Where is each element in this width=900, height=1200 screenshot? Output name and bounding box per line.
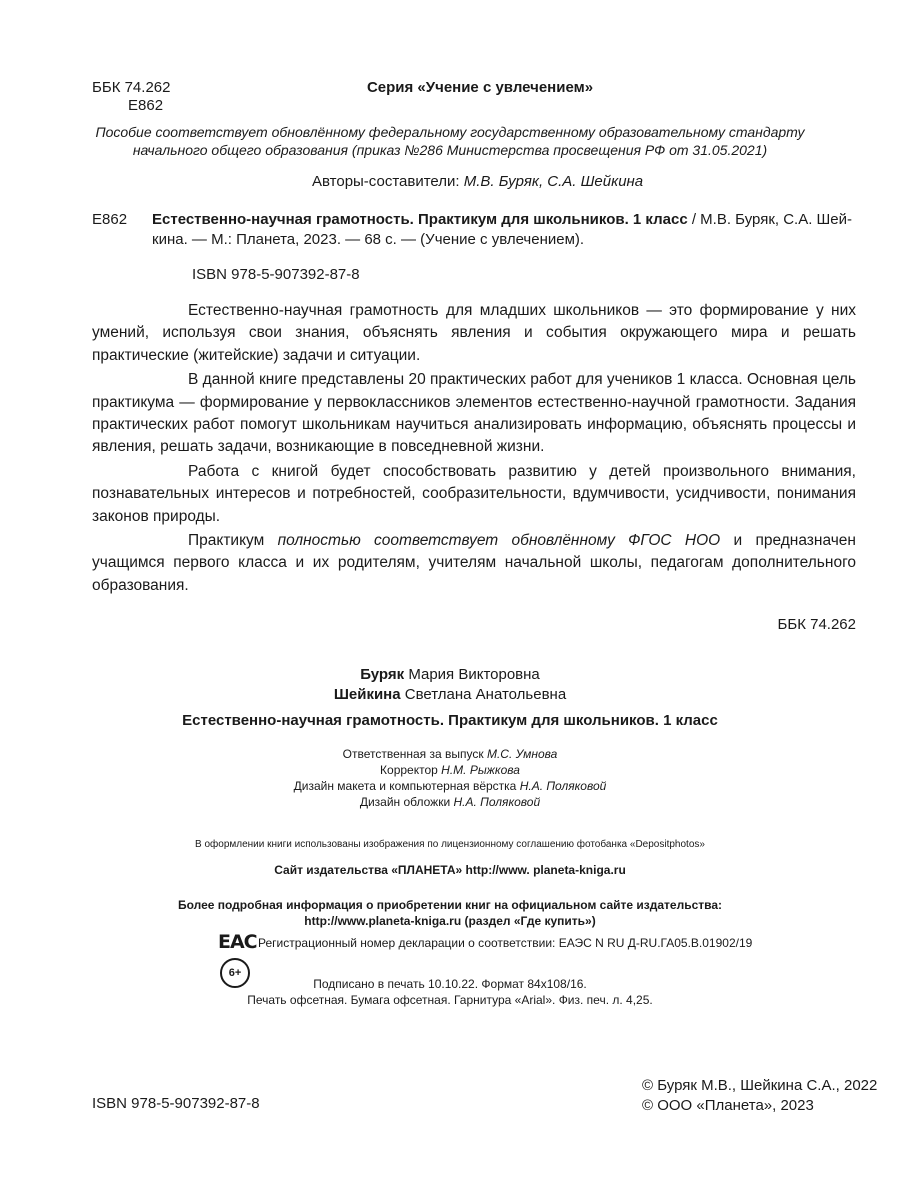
abstract-paragraph-2: В данной книге представлены 20 практических работ для учеников 1 класса. Основная цель практикума — формирование у первоклассников элементов естественно-научной грамотности. Задания практических работ помогут школьникам научиться анализировать информацию, объяснять процессы и явления, решать задачи, возникающие в повседневной жизни.	[92, 371, 856, 456]
bibliographic-line1	[152, 210, 857, 230]
credit-2: Корректор Н.М. Рыжкова	[380, 763, 520, 777]
copyright-line1: © Буряк М.В., Шейкина С.А., 2022	[642, 1077, 878, 1094]
standard-note-line1: Пособие соответствует обновлённому федеральному государственному образовательному стандарту	[95, 124, 805, 140]
standard-note-line2: начального общего образования (приказ №286 Министерства просвещения РФ от 31.05.2021)	[132, 142, 768, 158]
purchase-info-line2: http://www.planeta-kniga.ru (раздел «Где купить»)	[304, 914, 596, 928]
publisher-site: Сайт издательства «ПЛАНЕТА» http://www. planeta-kniga.ru	[274, 863, 626, 877]
copyright-line2: © ООО «Планета», 2023	[642, 1097, 814, 1114]
print-info	[150, 976, 750, 1008]
author-1: Буряк Мария Викторовна	[360, 666, 540, 683]
bbk-code: ББК 74.262	[92, 79, 171, 96]
isbn-top: ISBN 978-5-907392-87-8	[192, 266, 360, 283]
bbk-bottom: ББК 74.262	[777, 616, 856, 633]
image-note: В оформлении книги использованы изображения по лицензионному соглашению фотобанка «Depositphotos»	[195, 839, 705, 850]
abstract	[92, 300, 856, 597]
series-title: Серия «Учение с увлечением»	[366, 79, 594, 96]
credit-1: Ответственная за выпуск М.С. Умнова	[342, 747, 558, 761]
credit-4: Дизайн обложки Н.А. Поляковой	[359, 795, 541, 809]
compilers	[312, 172, 643, 192]
print-info-line2: Печать офсетная. Бумага офсетная. Гарнитура «Arial». Физ. печ. л. 4,25.	[247, 993, 653, 1007]
bibliographic-title: Естественно-научная грамотность. Практикум для школьников. 1 класс	[152, 211, 688, 228]
compilers-names: М.В. Буряк, С.А. Шейкина	[463, 173, 644, 190]
book-title: Естественно-научная грамотность. Практикум для школьников. 1 класс	[182, 712, 718, 729]
isbn-bottom: ISBN 978-5-907392-87-8	[92, 1095, 260, 1112]
eac-logo: ЕАС	[218, 931, 257, 953]
credits	[150, 746, 750, 810]
author-2: Шейкина Светлана Анатольевна	[333, 686, 567, 703]
bibliographic-line2: кина. — М.: Планета, 2023. — 68 с. — (Учение с увлечением).	[152, 231, 585, 248]
bibliographic-rest: / М.В. Буряк, С.А. Шей-	[687, 211, 853, 228]
purchase-info	[100, 897, 800, 929]
standard-note	[60, 123, 840, 159]
print-info-line1: Подписано в печать 10.10.22. Формат 84x108/16.	[313, 977, 587, 991]
author-mark: Е862	[128, 97, 164, 114]
credit-3: Дизайн макета и компьютерная вёрстка Н.А. Поляковой	[293, 779, 607, 793]
authors	[200, 665, 700, 705]
abstract-paragraph-1: Естественно-научная грамотность для младших школьников — это формирование у них умений, используя свои знания, объяснять явления и события окружающего мира и решать практические (житейские) задачи и ситуации.	[92, 302, 856, 364]
abstract-paragraph-4: Практикум полностью соответствует обновлённому ФГОС НОО и предназначен учащимся первого класса и их родителям, учителям начальной школы, педагогам дополнительного образования.	[92, 532, 856, 594]
abstract-paragraph-3: Работа с книгой будет способствовать развитию у детей произвольного внимания, познавательных интересов и потребностей, сообразительности, вдумчивости, усидчивости, понимания законов природы.	[92, 462, 856, 525]
copyright	[642, 1076, 877, 1116]
eac-declaration: Регистрационный номер декларации о соответствии: ЕАЭС N RU Д-RU.ГА05.В.01902/19	[258, 936, 753, 950]
compilers-label: Авторы-составители:	[312, 173, 460, 190]
age-rating-badge: 6+	[220, 958, 250, 988]
purchase-info-line1: Более подробная информация о приобретении книг на официальном сайте издательства:	[177, 898, 723, 912]
bibliographic-mark: Е862	[92, 211, 128, 228]
